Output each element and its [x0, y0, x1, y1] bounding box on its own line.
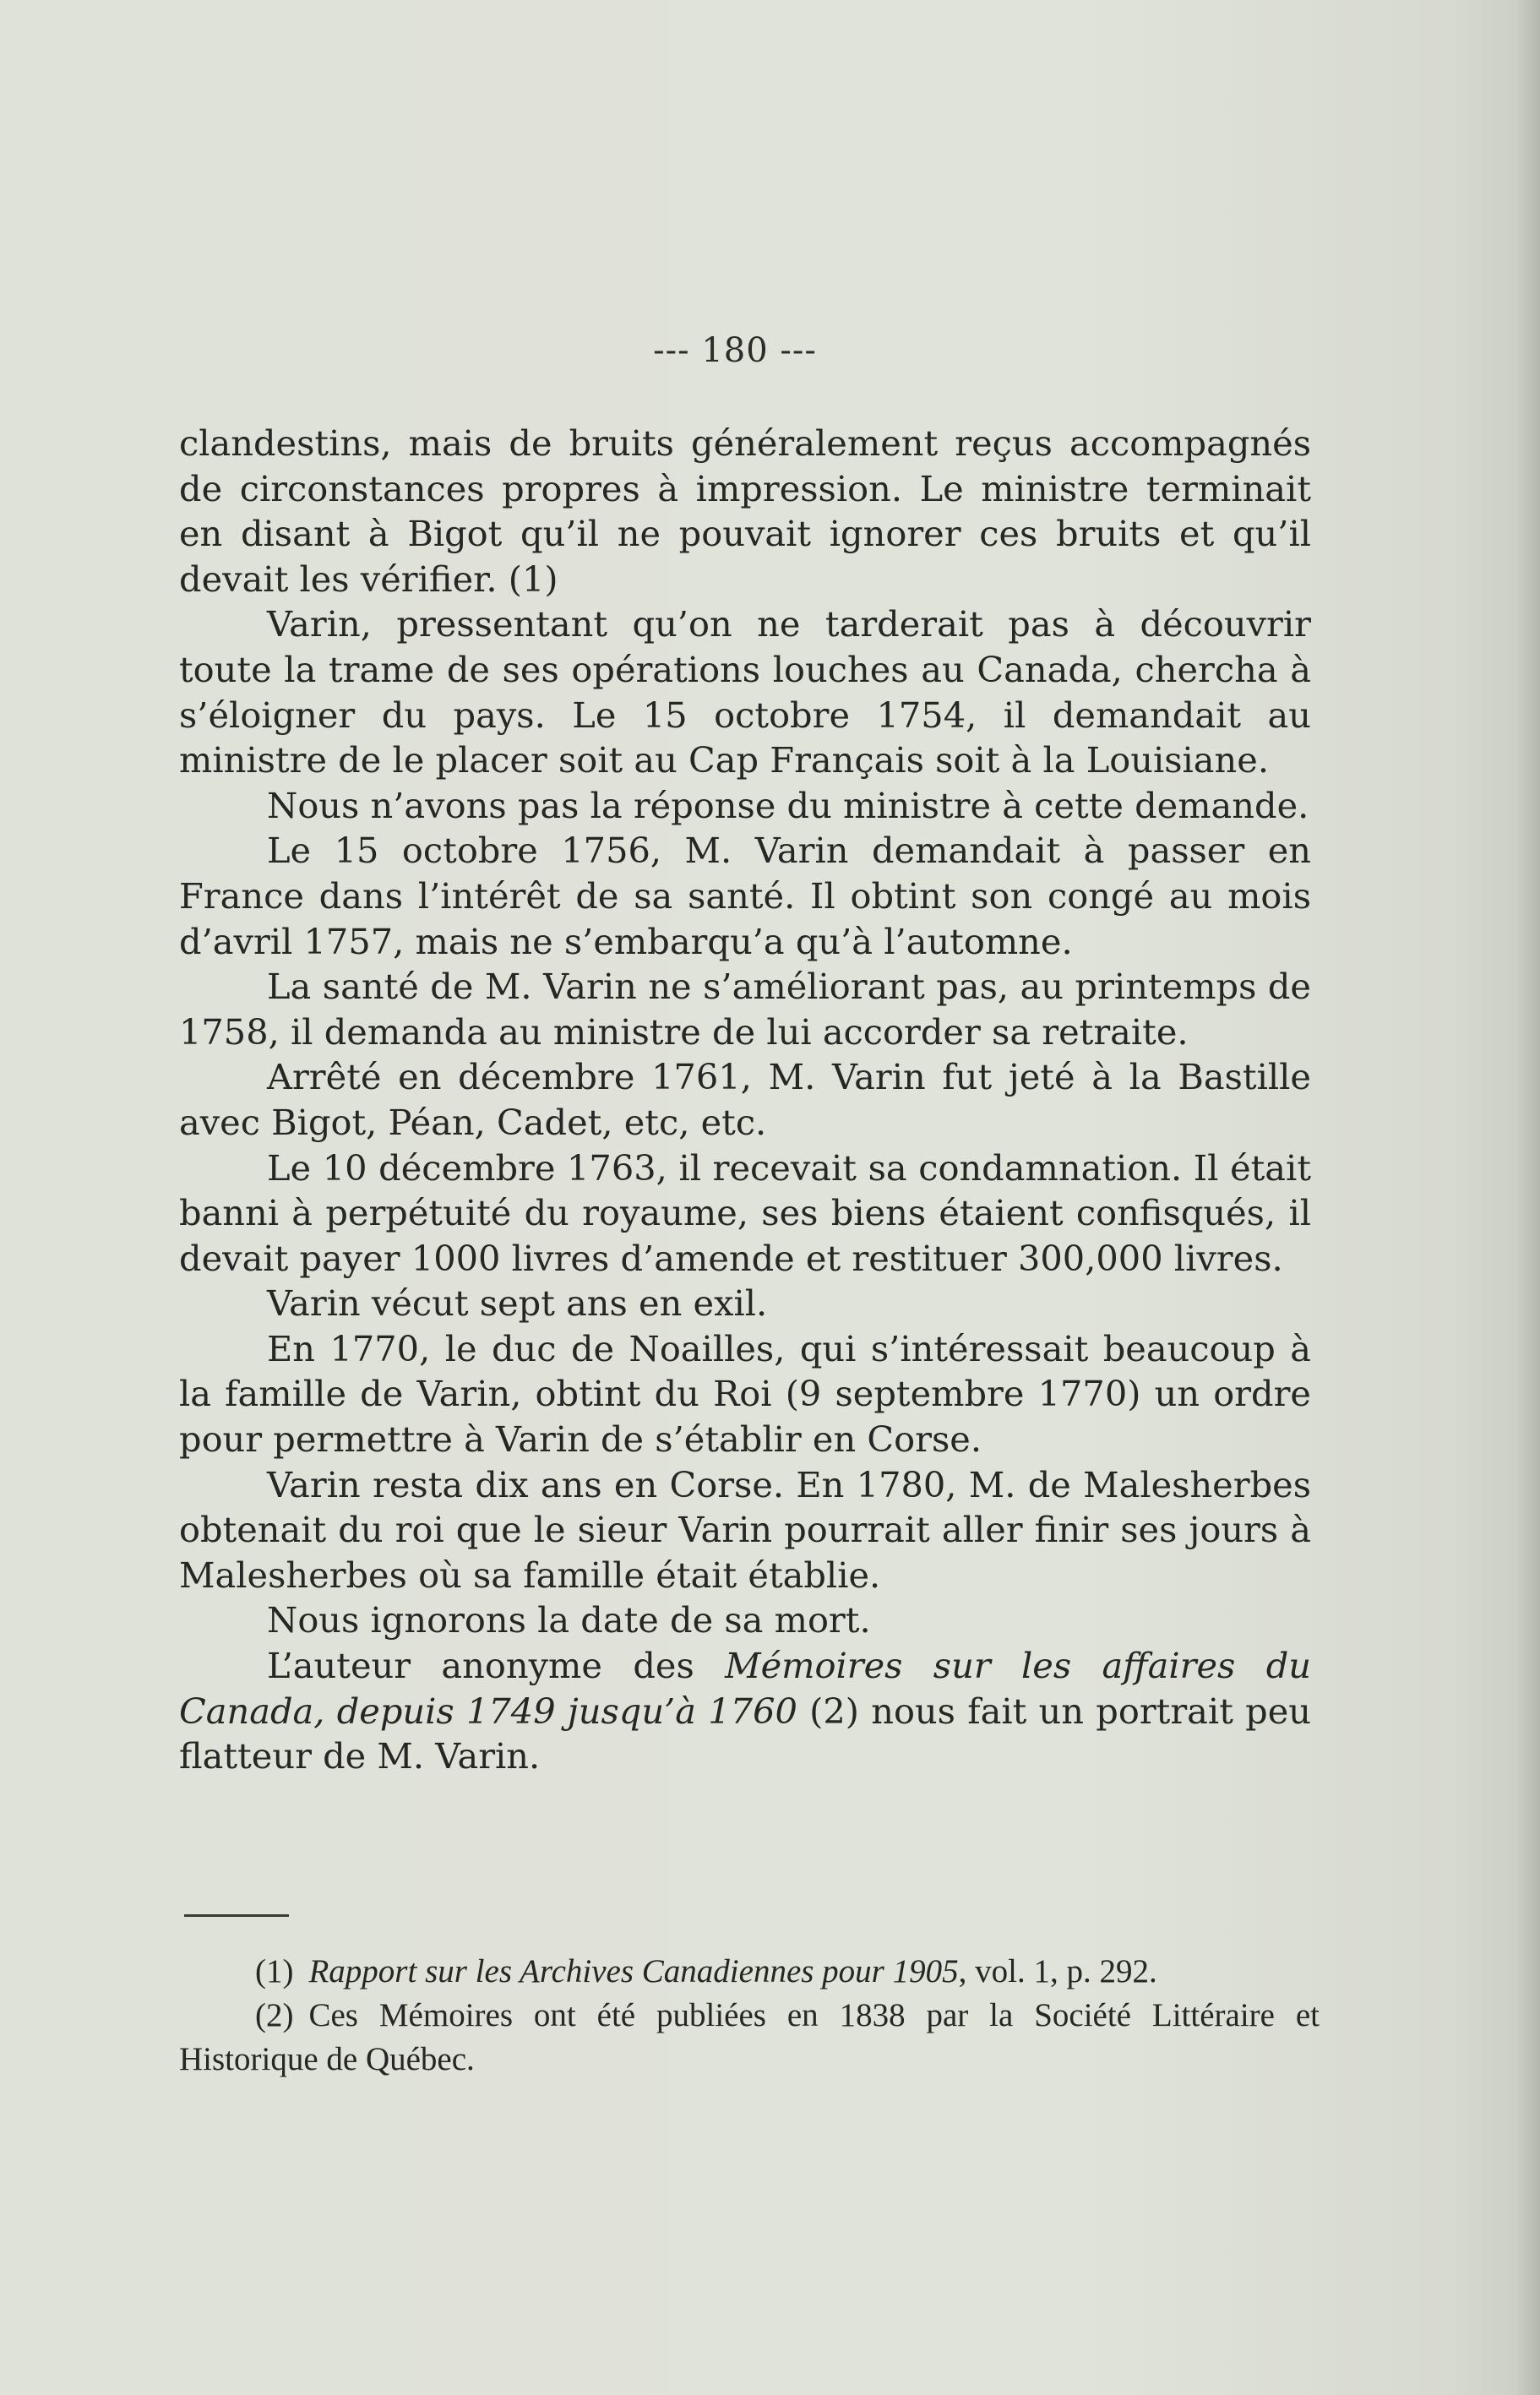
- page-number: --- 180 ---: [653, 331, 817, 370]
- text-run: L’auteur anonyme des: [267, 1645, 726, 1687]
- paragraph: Le 10 décembre 1763, il recevait sa condamnation. Il était banni à perpétuité du royaume, ses biens étaient confisqués, il devait payer 1000 livres d’amende et restituer 300,000 livres.: [179, 1146, 1311, 1279]
- paragraph: Nous ignorons la date de sa mort.: [267, 1599, 871, 1641]
- footnote-marker: (1): [255, 1953, 294, 1989]
- page-edge-shadow: [1516, 0, 1540, 2395]
- book-title: Mémoires sur les affaires du Canada, depuis 1749 jusqu’à 1760: [179, 1645, 1311, 1732]
- paragraph: Varin resta dix ans en Corse. En 1780, M. de Malesherbes obtenait du roi que le sieur Varin pourrait aller finir ses jours à Malesherbes où sa famille était établie.: [179, 1463, 1311, 1596]
- paragraph: Varin vécut sept ans en exil.: [267, 1282, 768, 1325]
- footnote-1: [179, 1950, 1320, 1994]
- body-text: [179, 421, 1311, 1779]
- paragraph: Le 15 octobre 1756, M. Varin demandait à passer en France dans l’intérêt de sa santé. Il obtint son congé au mois d’avril 1757, mais ne s’embarqu’a qu’à l’automne.: [179, 830, 1311, 962]
- footnote-divider: [184, 1914, 289, 1917]
- paragraph-last: [179, 1643, 1311, 1779]
- text-run: (2) nous fait un portrait peu flatteur de M. Varin.: [179, 1690, 1311, 1777]
- footnote-title: Rapport sur les Archives Canadiennes pour 1905: [308, 1953, 959, 1989]
- footnote-text: , vol. 1, p. 292.: [958, 1953, 1157, 1989]
- paragraph: Varin, pressentant qu’on ne tarderait pas à découvrir toute la trame de ses opérations louches au Canada, chercha à s’éloigner du pays. Le 15 octobre 1754, il demandait au ministre de le placer soit au Cap Français soit à la Louisiane.: [179, 603, 1311, 781]
- paragraph: La santé de M. Varin ne s’améliorant pas, au printemps de 1758, il demanda au ministre de lui accorder sa retraite.: [179, 966, 1311, 1053]
- paragraph: clandestins, mais de bruits généralement reçus accompagnés de circonstances propres à impression. Le ministre terminait en disant à Bigot qu’il ne pouvait ignorer ces bruits et qu’il devait les vérifier. (1): [179, 422, 1311, 600]
- footnote-marker: (2): [255, 1997, 294, 2033]
- paragraph: Nous n’avons pas la réponse du ministre à cette demande.: [267, 784, 1309, 826]
- paragraph: Arrêté en décembre 1761, M. Varin fut jeté à la Bastille avec Bigot, Péan, Cadet, etc, etc.: [179, 1056, 1311, 1143]
- footnote-2: [179, 1994, 1320, 2082]
- paragraph: En 1770, le duc de Noailles, qui s’intéressait beaucoup à la famille de Varin, obtint du Roi (9 septembre 1770) un ordre pour permettre à Varin de s’établir en Corse.: [179, 1327, 1311, 1461]
- footnote-text: Ces Mémoires ont été publiées en 1838 par la Société Littéraire et Historique de Québec.: [179, 1997, 1320, 2077]
- footnotes: [179, 1950, 1320, 2082]
